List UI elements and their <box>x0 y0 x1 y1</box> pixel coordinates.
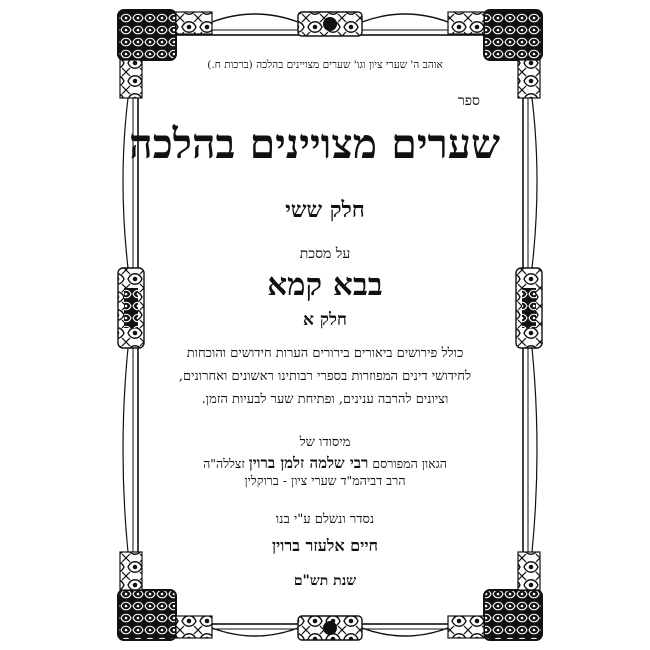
description-line: לחידושי דינים המפוזרות בספרי רבותינו ראשונים ואחרונים, <box>178 369 472 384</box>
top-center-ornament <box>212 12 448 36</box>
sefer-label: ספר <box>457 93 480 109</box>
author-line <box>150 456 500 471</box>
corner-ornament-top-left <box>118 10 212 98</box>
book-title: שערים מצויינים בהלכה <box>129 120 500 168</box>
bottom-center-ornament <box>212 616 448 640</box>
arranged-by: נסדר ונשלם ע"י בנו <box>275 512 375 527</box>
tractate-name: בבא קמא <box>267 267 383 303</box>
corner-ornament-bottom-right <box>448 552 542 640</box>
corner-ornament-bottom-left <box>118 552 212 640</box>
author-intro: מיסודו של <box>299 435 351 450</box>
gaon-prefix: הגאון המפורסם <box>372 456 447 471</box>
author-suffix: זצללה"ה <box>203 456 245 471</box>
subpart-label: חלק א <box>303 310 347 330</box>
author-title: הרב דביהמ"ד שערי ציון - ברוקלין <box>244 473 406 488</box>
corner-ornament-top-right <box>448 10 542 98</box>
description-line: וציונים להרבה ענינים, ופתיחת שער לבעיות הזמן. <box>201 392 449 407</box>
author-name: רבי שלמה זלמן ברוין <box>248 454 369 472</box>
publication-year: שנת תש"ם <box>293 573 357 589</box>
epigraph: אוהב ה' שערי ציון וגו' שערים מצויינים בהלכה (ברכות ח.) <box>207 59 443 71</box>
al-masechet-label: על מסכת <box>299 246 351 262</box>
description-line: כולל פירושים ביאורים בירורים הערות חידושים והוכחות <box>186 346 464 361</box>
right-side-ornament <box>516 98 542 552</box>
editor-name: חיים אלעזר ברוין <box>271 536 379 555</box>
volume-label: חלק ששי <box>285 197 365 223</box>
description <box>150 342 500 411</box>
